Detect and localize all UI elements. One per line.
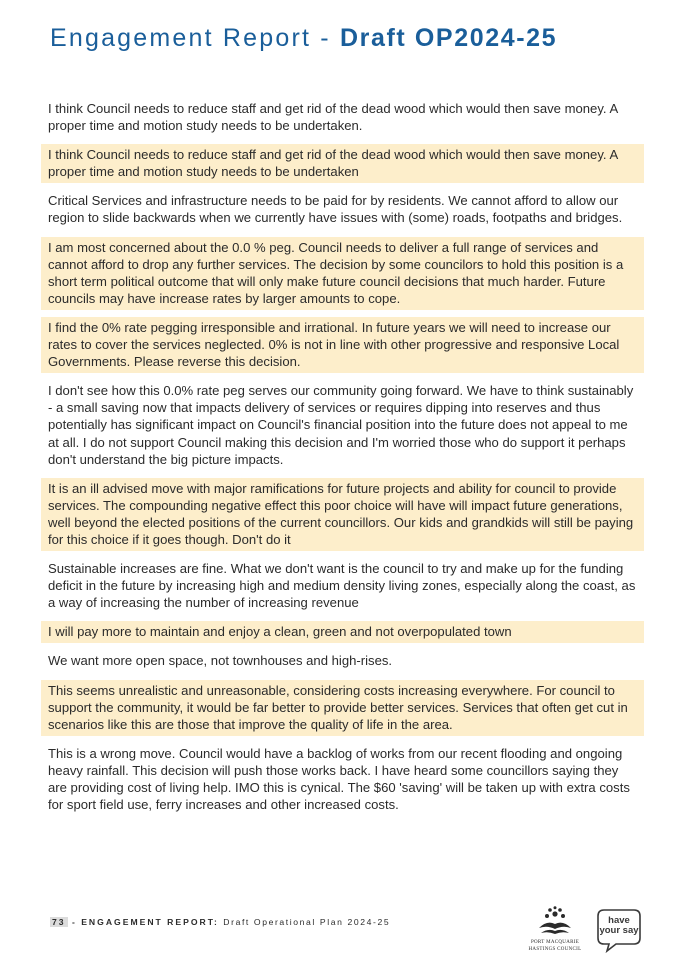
comment: I think Council needs to reduce staff and get rid of the dead wood which would then save money. A proper time and motion study needs to be undertaken [41, 144, 644, 183]
have-your-say-text [596, 916, 642, 936]
footer-label: ENGAGEMENT REPORT: [81, 917, 219, 927]
footer-subtitle: Draft Operational Plan 2024-25 [223, 917, 391, 927]
have-your-say-logo [596, 907, 642, 953]
council-logo [525, 906, 585, 958]
comment: Sustainable increases are fine. What we don't want is the council to try and make up for the funding deficit in the future by increasing high and medium density living zones, especially along the coast, as a way of increasing the number of increasing revenue [48, 561, 636, 611]
comment: This seems unrealistic and unreasonable, considering costs increasing everywhere. For council to support the community, it would be far better to provide better services. Services that often get cut in scenarios like this are those that improve the quality of life in the area. [41, 680, 644, 736]
comment: I think Council needs to reduce staff and get rid of the dead wood which would then save money. A proper time and motion study needs to be undertaken. [48, 101, 618, 134]
comment: I am most concerned about the 0.0 % peg. Council needs to deliver a full range of services and cannot afford to drop any further services. The decision by some councilors to hold this position is a short term political outcome that will only make future council decisions that much harder. Future councils may have increase rates by larger amounts to cope. [41, 237, 644, 310]
footer-separator: - [67, 917, 82, 927]
your-say-text: your say [599, 925, 639, 936]
comment: It is an ill advised move with major ramifications for future projects and ability for council to provide services. The compounding negative effect this poor choice will have will impact future generations, well beyond the elected positions of the current councillors. Our kids and grandkids will still be paying for this choice if it goes though. Don't do it [41, 478, 644, 551]
comment: I don't see how this 0.0% rate peg serves our community going forward. We have to think sustainably - a small saving now that impacts delivery of services or requires dipping into reserves and thus potentially has significant impact on Council's financial position into the future does not appeal to me at all. I do not support Council making this decision and I'm worried those who do support it perhaps don't understand the big picture impacts. [48, 383, 634, 467]
comment: We want more open space, not townhouses and high-rises. [48, 653, 393, 669]
comment: I will pay more to maintain and enjoy a clean, green and not overpopulated town [41, 621, 644, 643]
comment: This is a wrong move. Council would have a backlog of works from our recent flooding and ongoing heavy rainfall. This decision will push those works back. I have heard some councillors saying they are providing cost of living help. IMO this is cynical. The $60 'saving' will be taken up with extra costs for sport field use, ferry increases and other increased costs. [48, 745, 630, 813]
logo-line1: PORT MACQUARIE [530, 940, 580, 945]
title-prefix: Engagement Report - [50, 24, 331, 52]
council-logo-icon [525, 906, 585, 938]
have-text: have [608, 915, 630, 926]
logo-line2: HASTINGS COUNCIL [528, 947, 582, 952]
page-footer [50, 917, 390, 927]
comment: I find the 0% rate pegging irresponsible and irrational. In future years we will need to increase our rates to cover the services neglected. 0% is not in line with other progressive and responsive Local Governments. Please reverse this decision. [41, 317, 644, 373]
page-title [50, 24, 557, 53]
title-bold: Draft OP2024-25 [339, 24, 558, 52]
comment-list [41, 98, 644, 823]
comment: Critical Services and infrastructure needs to be paid for by residents. We cannot afford to allow our region to slide backwards when we currently have issues with (some) roads, footpaths and bridges. [48, 193, 623, 226]
page-number: 73 [52, 917, 66, 927]
